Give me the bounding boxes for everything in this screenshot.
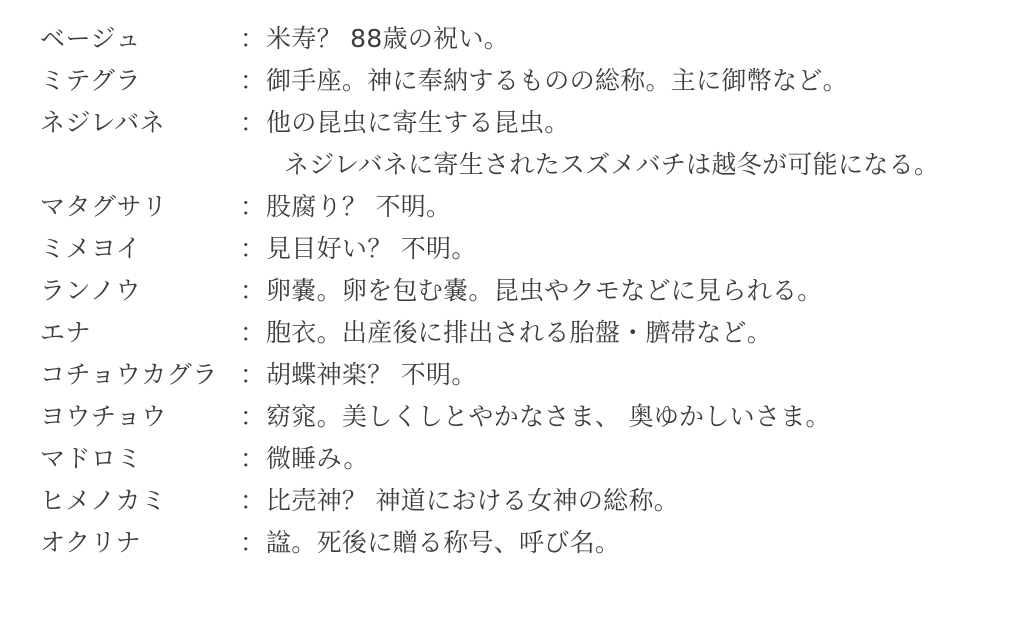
glossary-definition: 比売神？ 神道における女神の総称。 [266,486,680,515]
glossary-entry-line [40,320,995,362]
glossary-separator: ： [240,276,266,305]
glossary-list [40,26,995,572]
glossary-entry [40,278,995,320]
glossary-term: コチョウカグラ [40,360,218,389]
glossary-definition: 窈窕。美しくしとやかなさま、 奥ゆかしいさま。 [266,402,831,431]
glossary-definition: 他の昆虫に寄生する昆虫。 [266,108,570,137]
glossary-entry [40,488,995,530]
glossary-term: ネジレバネ [40,108,166,137]
glossary-term: ヨウチョウ [40,402,167,431]
glossary-definition-continuation-line [40,152,995,194]
glossary-definition-continuation: ネジレバネに寄生されたスズメバチは越冬が可能になる。 [284,150,940,179]
glossary-separator: ： [240,360,266,389]
glossary-entry [40,194,995,236]
glossary-separator: ： [240,234,266,263]
glossary-entry [40,68,995,110]
glossary-entry-line [40,110,995,152]
glossary-separator: ： [240,486,266,515]
glossary-term: エナ [40,318,92,347]
glossary-separator: ： [240,192,266,221]
glossary-separator: ： [240,66,266,95]
glossary-term: マタグサリ [40,192,168,221]
glossary-entry [40,446,995,488]
glossary-separator: ： [240,444,266,473]
glossary-term: ミメヨイ [40,234,142,263]
glossary-entry-line [40,26,995,68]
glossary-entry-line [40,236,995,278]
glossary-definition: 胞衣。出産後に排出される胎盤・臍帯など。 [266,318,773,347]
glossary-entry [40,320,995,362]
glossary-term: オクリナ [40,528,142,557]
glossary-definition: 微睡み。 [266,444,369,473]
glossary-separator: ： [240,108,266,137]
glossary-definition: 卵嚢。卵を包む嚢。昆虫やクモなどに見られる。 [266,276,823,305]
glossary-term: マドロミ [40,444,143,473]
glossary-entry [40,236,995,278]
glossary-entry-line [40,530,995,572]
glossary-term: ランノウ [40,276,142,305]
glossary-entry [40,404,995,446]
glossary-separator: ： [240,24,266,53]
glossary-entry-line [40,404,995,446]
glossary-entry [40,362,995,404]
glossary-entry-line [40,278,995,320]
glossary-definition: 御手座。神に奉納するものの総称。主に御幣など。 [266,66,848,95]
glossary-term: ヒメノカミ [40,486,167,515]
glossary-definition: 股腐り？ 不明。 [266,192,452,221]
glossary-term: ミテグラ [40,66,142,95]
glossary-separator: ： [240,402,266,431]
glossary-entry [40,110,995,194]
glossary-definition: 胡蝶神楽？ 不明。 [266,360,477,389]
glossary-entry [40,26,995,68]
glossary-separator: ： [240,528,266,557]
glossary-entry-line [40,194,995,236]
glossary-entry [40,530,995,572]
glossary-separator: ： [240,318,266,347]
glossary-definition: 米寿？ 88歳の祝い。 [266,24,510,53]
glossary-entry-line [40,68,995,110]
glossary-definition: 諡。死後に贈る称号、呼び名。 [266,528,621,557]
glossary-entry-line [40,362,995,404]
glossary-entry-line [40,446,995,488]
glossary-entry-line [40,488,995,530]
glossary-definition: 見目好い？ 不明。 [266,234,477,263]
glossary-term: ベージュ [40,24,142,53]
